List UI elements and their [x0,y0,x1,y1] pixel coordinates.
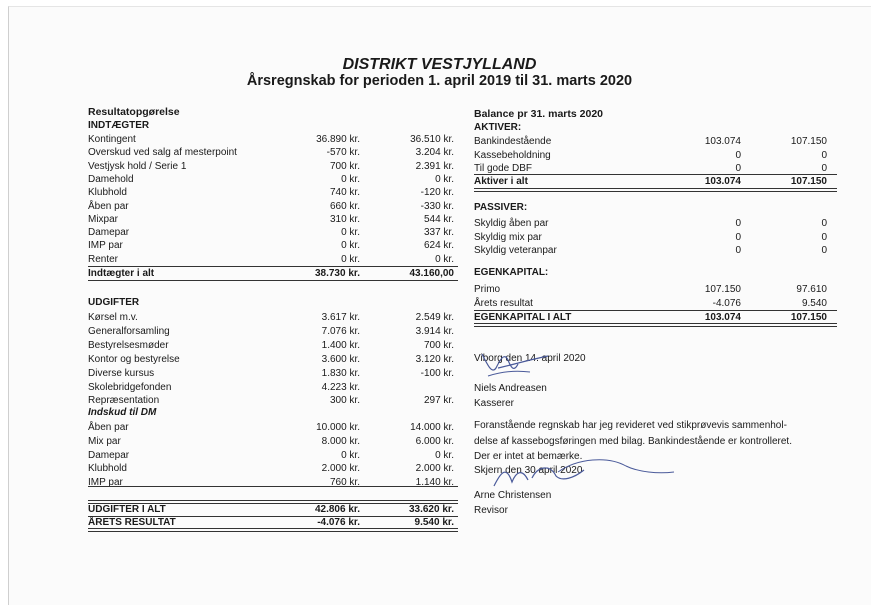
row-value-previous: -100 kr. [420,367,454,379]
row-value-current: 300 kr. [329,395,360,407]
row-value-previous: 0 kr. [435,173,454,185]
row-value-current: 310 kr. [329,213,360,225]
table-row [88,449,458,462]
row-value-current: 0 kr. [341,227,360,239]
row-value-current: 103.074 [704,176,741,187]
table-row [88,186,458,199]
table-row [474,149,837,162]
auditor-date: Skjern den 30 april 2020 [474,465,583,476]
header-row [474,108,837,121]
row-value-previous: 700 kr. [423,339,454,351]
row-label: IMP par [88,240,123,252]
row-value-previous: 9.540 [801,298,827,309]
row-value-previous: 43.160,00 [409,268,454,279]
row-value-current: 0 [735,231,741,243]
row-value-previous: 14.000 kr. [410,422,454,433]
auditor-name: Arne Christensen [474,490,552,501]
row-value-previous: 33.620 kr. [408,504,454,515]
row-label: Generalforsamling [88,325,170,337]
signature-auditor [488,452,678,492]
table-row [88,133,458,146]
row-value-previous: 337 kr. [423,227,454,239]
row-value-previous: 6.000 kr. [415,435,454,447]
table-row [88,421,458,434]
table-row [88,213,458,226]
table-row [474,217,837,230]
row-value-previous: 2.549 kr. [415,312,454,323]
row-value-previous: -330 kr. [420,200,454,212]
row-value-previous: 3.120 kr. [415,353,454,365]
row-label: Bankindestående [474,136,552,147]
table-row [474,283,837,296]
row-value-current: 2.000 kr. [321,463,360,475]
signature-cashier [478,346,558,380]
dm-rule [88,486,458,487]
row-label: Bestyrelsesmøder [88,339,169,351]
audit-text-line-2: delse af kassebogsføringen med bilag. Bankindestående er kontrolleret. [474,436,792,447]
row-value-current: 1.830 kr. [321,367,360,379]
table-row [88,325,458,338]
row-value-previous: 2.000 kr. [415,463,454,475]
row-value-current: 0 [735,149,741,161]
document-subtitle: Årsregnskab for perioden 1. april 2019 til 31. marts 2020 [246,73,633,89]
audit-text-line-3: Der er intet at bemærke. [474,451,583,462]
row-label: Damepar [88,227,130,239]
row-value-current: 8.000 kr. [321,435,360,447]
row-value-previous: 0 [821,231,827,243]
table-row [88,146,458,159]
row-value-current: 4.223 kr. [321,381,360,393]
row-value-current: 103.074 [704,312,741,323]
table-row [474,231,837,244]
row-value-current: -4.076 [712,298,741,309]
row-value-current: 1.400 kr. [321,339,360,351]
row-label: Balance pr 31. marts 2020 [474,108,603,120]
row-value-current: 0 [735,245,741,257]
table-row [88,462,458,475]
income-total-rule [88,280,458,281]
document-title: DISTRIKT VESTJYLLAND [342,56,537,73]
assets-heading: AKTIVER: [474,122,522,133]
table-row [88,311,458,324]
row-label: Åben par [88,422,129,433]
row-value-previous: 0 kr. [435,449,454,461]
table-row [88,173,458,186]
row-label: Aktiver i alt [474,176,528,187]
row-value-previous: 36.510 kr. [410,134,454,145]
income-total-row [88,267,458,280]
row-label: IMP par [88,477,123,489]
row-value-previous: 9.540 kr. [414,517,454,528]
audit-text-line-1: Foranstående regnskab har jeg revideret ved stikprøvevis sammenhol- [474,420,787,431]
expense-heading: UDGIFTER [88,297,140,308]
row-label: ÅRETS RESULTAT [88,517,176,528]
row-label: Damehold [88,173,134,185]
row-value-previous: 107.150 [790,312,827,323]
row-value-previous: 0 [821,218,827,229]
row-value-previous: 107.150 [790,176,827,187]
table-row [88,381,458,394]
expense-total-row [88,503,458,516]
row-label: Årets resultat [474,298,533,309]
row-value-current: 36.890 kr. [316,134,360,145]
row-label: Kontor og bestyrelse [88,353,180,365]
row-label: EGENKAPITAL I ALT [474,312,572,323]
row-value-previous: 297 kr. [423,395,454,407]
row-label: Skyldig mix par [474,231,542,243]
row-value-current: 3.600 kr. [321,353,360,365]
row-label: Åben par [88,200,129,212]
row-label: Kassebeholdning [474,149,551,161]
row-label: Primo [474,284,501,295]
row-label: Skyldig åben par [474,218,549,229]
row-value-current: 7.076 kr. [321,325,360,337]
assets-double-rule [474,188,837,192]
row-label: Overskud ved salg af mesterpoint [88,147,237,159]
row-label: Damepar [88,449,130,461]
row-value-current: 0 kr. [341,173,360,185]
row-value-previous: 107.150 [790,136,827,147]
row-label: Kørsel m.v. [88,312,138,323]
row-value-current: 0 [735,218,741,229]
row-label: Repræsentation [88,395,160,407]
row-value-previous: -120 kr. [420,187,454,199]
row-value-current: -4.076 kr. [317,517,360,528]
cashier-date: Viborg den 14. april 2020 [474,353,586,364]
row-value-previous: 3.914 kr. [415,325,454,337]
assets-total-row [474,175,837,188]
row-value-current: 0 kr. [341,240,360,252]
dm-heading: Indskud til DM [88,407,157,418]
row-value-current: 0 [735,163,741,175]
row-value-current: 740 kr. [329,187,360,199]
row-label: Klubhold [88,187,127,199]
row-value-current: 0 kr. [341,449,360,461]
row-label: Kontingent [88,134,136,145]
row-value-previous: 97.610 [796,284,827,295]
row-value-current: 3.617 kr. [321,312,360,323]
result-double-rule [88,528,458,532]
row-label: UDGIFTER I ALT [88,504,166,515]
row-label: Mixpar [88,213,119,225]
row-value-current: 0 kr. [341,253,360,265]
row-label: Diverse kursus [88,367,155,379]
row-label: Skolebridgefonden [88,381,172,393]
table-row [88,253,458,266]
row-label: Mix par [88,435,121,447]
income-heading: INDTÆGTER [88,120,150,131]
table-row [88,353,458,366]
row-value-current: 107.150 [704,284,741,295]
row-value-current: 42.806 kr. [314,504,360,515]
row-value-current: 103.074 [704,136,741,147]
row-value-previous: 544 kr. [423,213,454,225]
table-row [88,200,458,213]
table-row [88,239,458,252]
table-row [88,160,458,173]
row-value-current: 10.000 kr. [316,422,360,433]
equity-double-rule [474,323,837,327]
auditor-role: Revisor [474,505,508,516]
row-value-previous: 2.391 kr. [415,160,454,172]
row-value-previous: 1.140 kr. [415,477,454,489]
row-value-previous: 624 kr. [423,240,454,252]
row-label: Til gode DBF [474,163,532,175]
table-row [474,135,837,148]
row-label: Vestjysk hold / Serie 1 [88,160,187,172]
table-row [88,435,458,448]
cashier-role: Kasserer [474,398,515,409]
row-value-previous: 0 [821,245,827,257]
row-value-current: 38.730 kr. [314,268,360,279]
row-label: Skyldig veteranpar [474,245,557,257]
row-label: Klubhold [88,463,127,475]
row-value-previous: 0 [821,149,827,161]
liabilities-heading: PASSIVER: [474,202,528,213]
header-row [88,106,458,119]
table-row [88,339,458,352]
cashier-name: Niels Andreasen [474,383,547,394]
row-value-previous: 0 [821,163,827,175]
table-row [474,297,837,310]
row-label: Indtægter i alt [88,268,155,279]
row-label: Renter [88,253,119,265]
row-value-previous: 3.204 kr. [415,147,454,159]
table-row [88,226,458,239]
row-value-current: 660 kr. [329,200,360,212]
row-value-current: 760 kr. [329,477,360,489]
table-row [474,244,837,257]
table-row [88,367,458,380]
row-value-current: -570 kr. [326,147,360,159]
row-value-previous: 0 kr. [435,253,454,265]
equity-heading: EGENKAPITAL: [474,267,549,278]
row-value-current: 700 kr. [329,160,360,172]
table-row [88,476,458,489]
row-label: Resultatopgørelse [88,106,180,118]
